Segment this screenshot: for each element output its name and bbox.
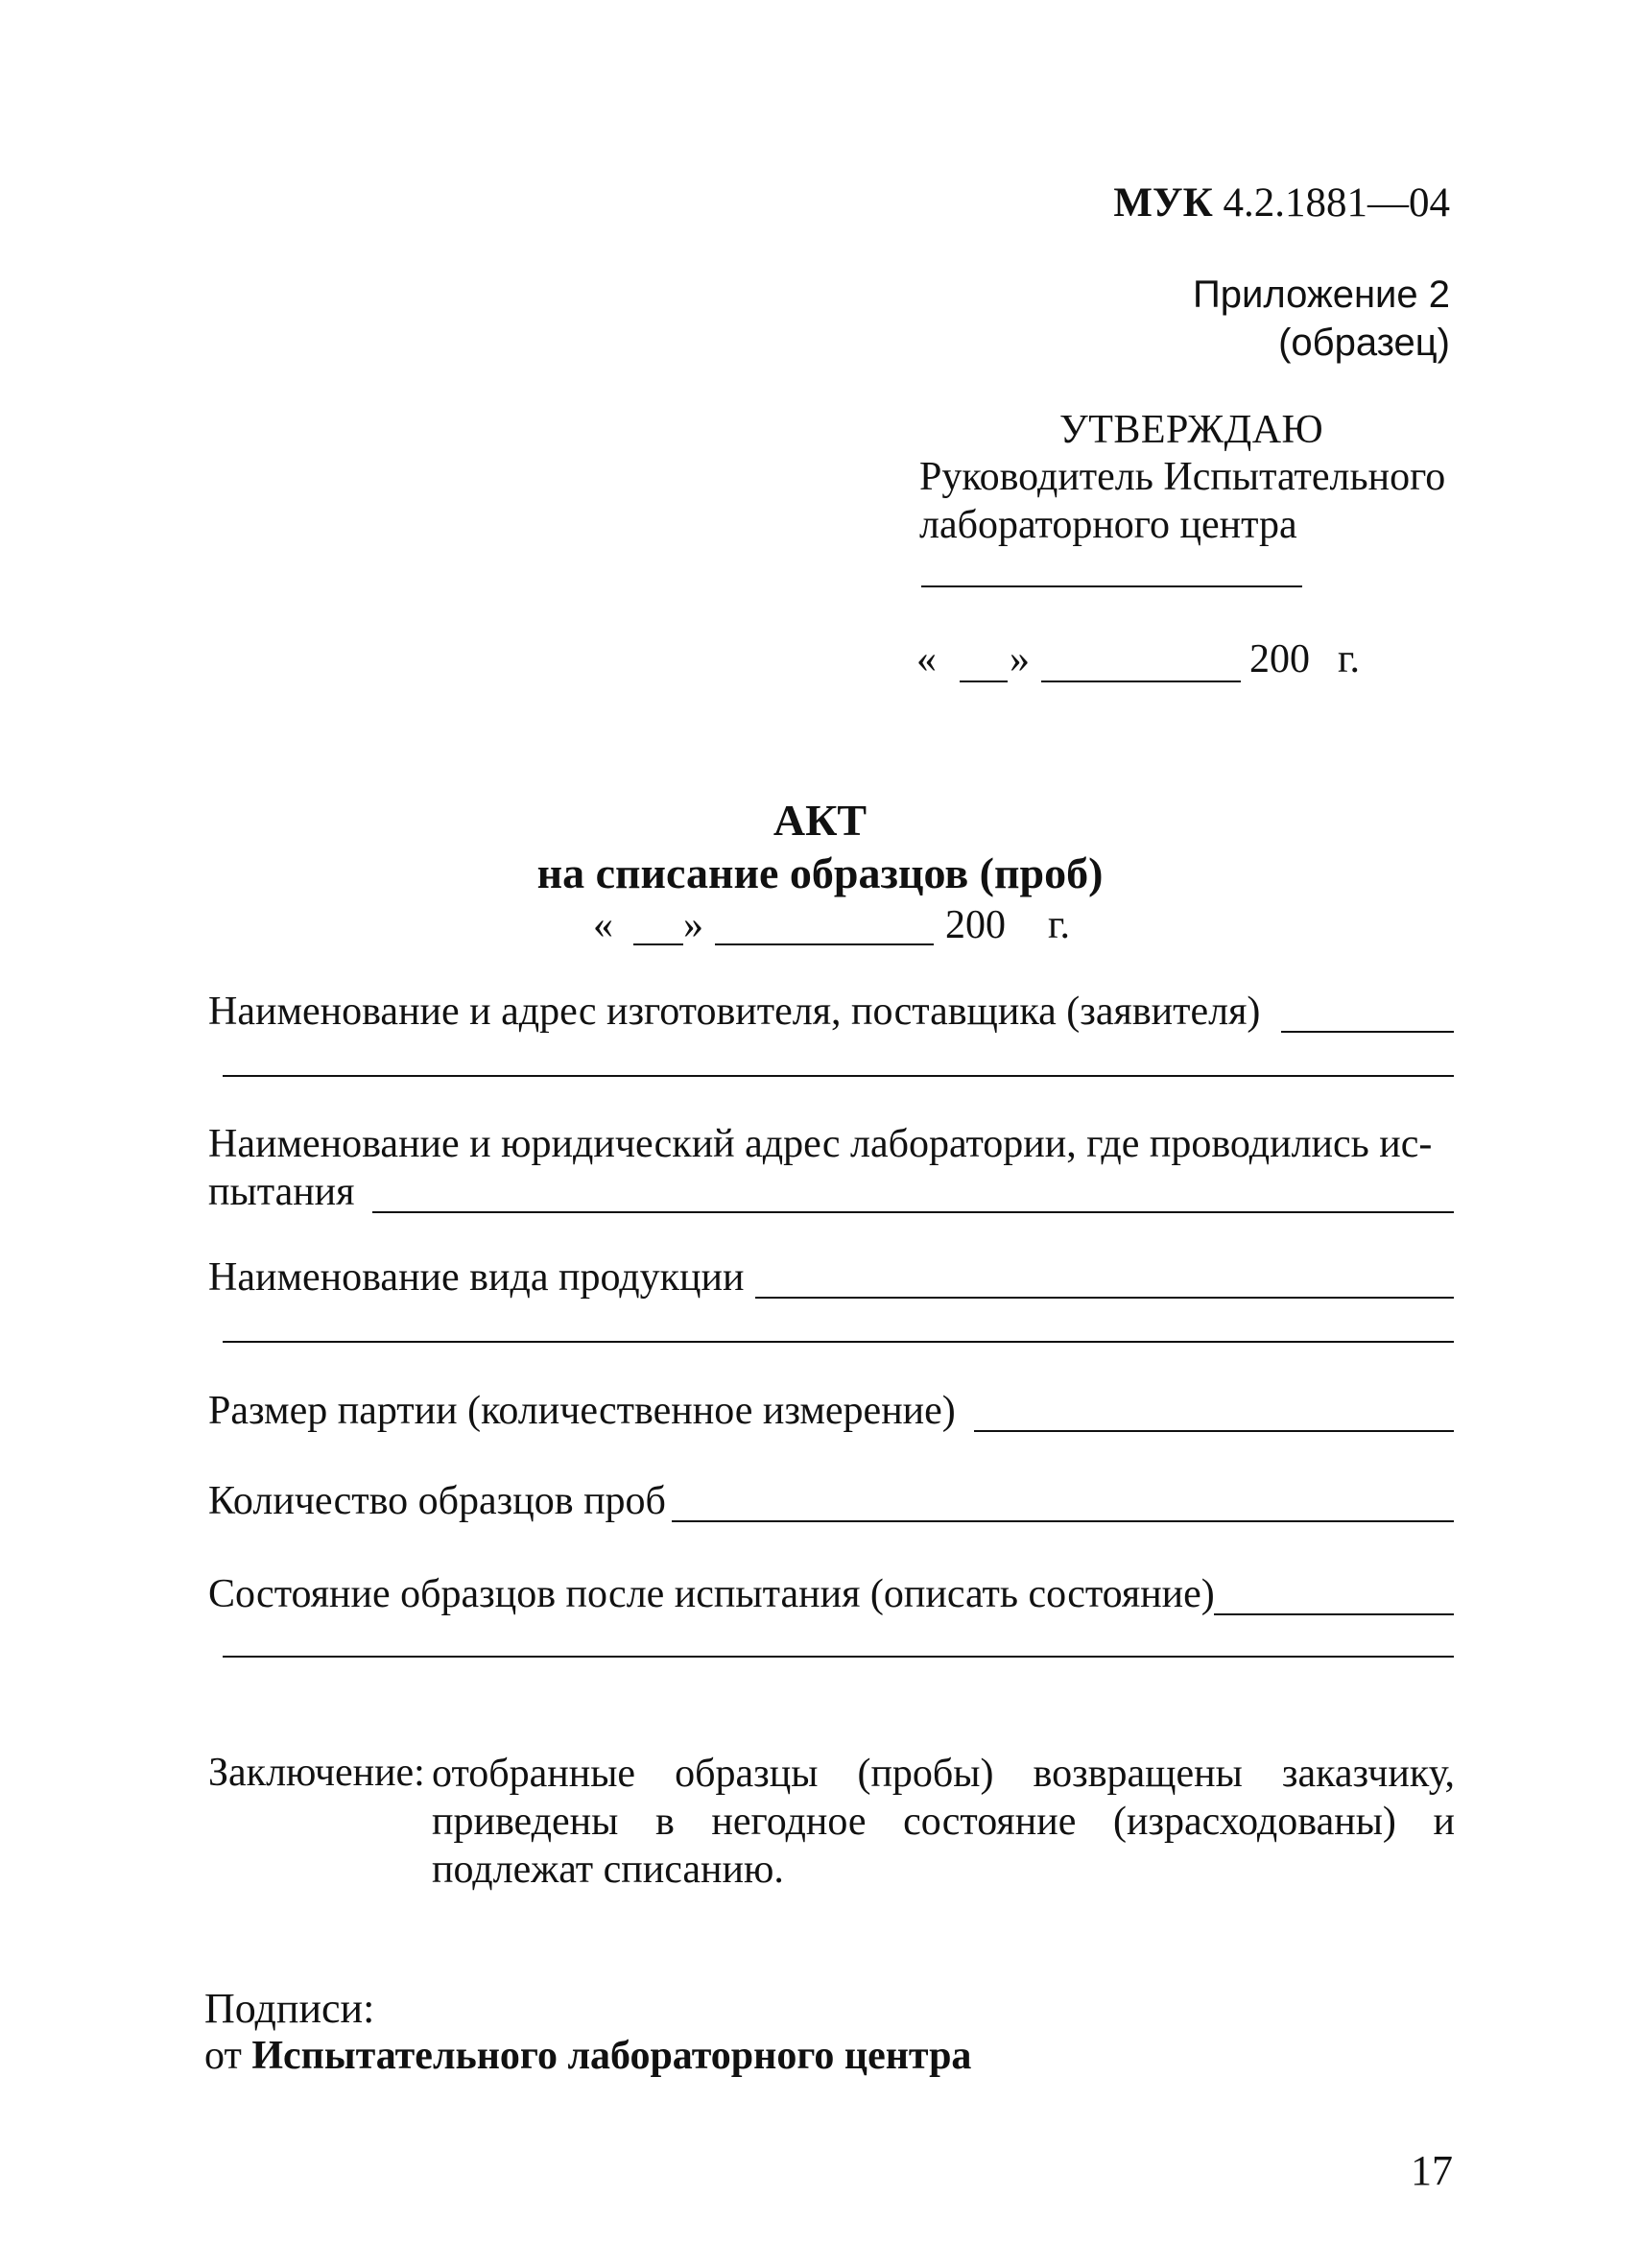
approval-position-line2: лабораторного центра bbox=[919, 503, 1297, 547]
field-sample-state-label: Состояние образцов после испытания (описать состояние) bbox=[208, 1572, 1215, 1616]
conclusion-label: Заключение: bbox=[208, 1751, 425, 1795]
field-product-type-label: Наименование вида продукции bbox=[208, 1255, 745, 1300]
approval-signature-line[interactable] bbox=[921, 585, 1302, 587]
approval-date-suffix: г. bbox=[1338, 637, 1360, 681]
act-subtitle: на списание образцов (проб) bbox=[536, 848, 1104, 897]
field-laboratory-line[interactable] bbox=[372, 1211, 1454, 1213]
approval-position-line1: Руководитель Испытательного bbox=[919, 455, 1446, 499]
field-laboratory-label-line1: Наименование и юридический адрес лаборатории, где проводились ис- bbox=[208, 1122, 1433, 1166]
field-sample-count-label: Количество образцов проб bbox=[208, 1479, 666, 1523]
field-sample-count-line[interactable] bbox=[672, 1520, 1454, 1522]
approval-date-year: 200 bbox=[1249, 637, 1310, 681]
field-manufacturer-line[interactable] bbox=[1281, 1031, 1454, 1033]
document-code bbox=[1113, 180, 1450, 227]
signatures-from bbox=[204, 2033, 971, 2079]
act-date-month-line[interactable] bbox=[715, 943, 934, 945]
act-date-open-quote: « bbox=[593, 903, 613, 947]
appendix-note: (образец) bbox=[1278, 322, 1450, 364]
page-number: 17 bbox=[1411, 2147, 1453, 2194]
field-sample-state-extra-line[interactable] bbox=[223, 1656, 1454, 1658]
signatures-from-prefix: от bbox=[204, 2034, 242, 2078]
signatures-title: Подписи: bbox=[204, 1985, 375, 2032]
act-date-day-line[interactable] bbox=[633, 943, 683, 945]
approval-date-day-line[interactable] bbox=[960, 680, 1008, 682]
field-product-type-extra-line[interactable] bbox=[223, 1341, 1454, 1343]
approval-date-close-quote: » bbox=[1010, 637, 1030, 681]
document-code-prefix: МУК bbox=[1113, 180, 1213, 226]
field-batch-size-line[interactable] bbox=[974, 1430, 1454, 1432]
approval-title: УТВЕРЖДАЮ bbox=[1059, 408, 1324, 452]
approval-date-month-line[interactable] bbox=[1041, 680, 1241, 682]
act-date-close-quote: » bbox=[683, 903, 703, 947]
approval-date-open-quote: « bbox=[916, 637, 937, 681]
field-sample-state-line[interactable] bbox=[1214, 1613, 1454, 1615]
field-laboratory-label-line2: пытания bbox=[208, 1170, 355, 1214]
field-manufacturer-label: Наименование и адрес изготовителя, поставщика (заявителя) bbox=[208, 990, 1261, 1034]
act-date-year: 200 bbox=[945, 903, 1006, 947]
field-batch-size-label: Размер партии (количественное измерение) bbox=[208, 1389, 956, 1433]
field-manufacturer-extra-line[interactable] bbox=[223, 1075, 1454, 1077]
act-date-suffix: г. bbox=[1048, 903, 1070, 947]
conclusion-text: отобранные образцы (пробы) возвращены заказчику, приведены в негодное состояние (израсходованы) и подлежат списанию. bbox=[432, 1752, 1455, 1892]
appendix-block bbox=[1193, 271, 1450, 367]
field-product-type-line[interactable] bbox=[755, 1297, 1454, 1299]
act-title: АКТ bbox=[772, 796, 868, 845]
signatures-from-org: Испытательного лабораторного центра bbox=[251, 2034, 972, 2078]
appendix-label: Приложение 2 bbox=[1193, 274, 1450, 316]
document-code-number: 4.2.1881—04 bbox=[1223, 180, 1450, 226]
